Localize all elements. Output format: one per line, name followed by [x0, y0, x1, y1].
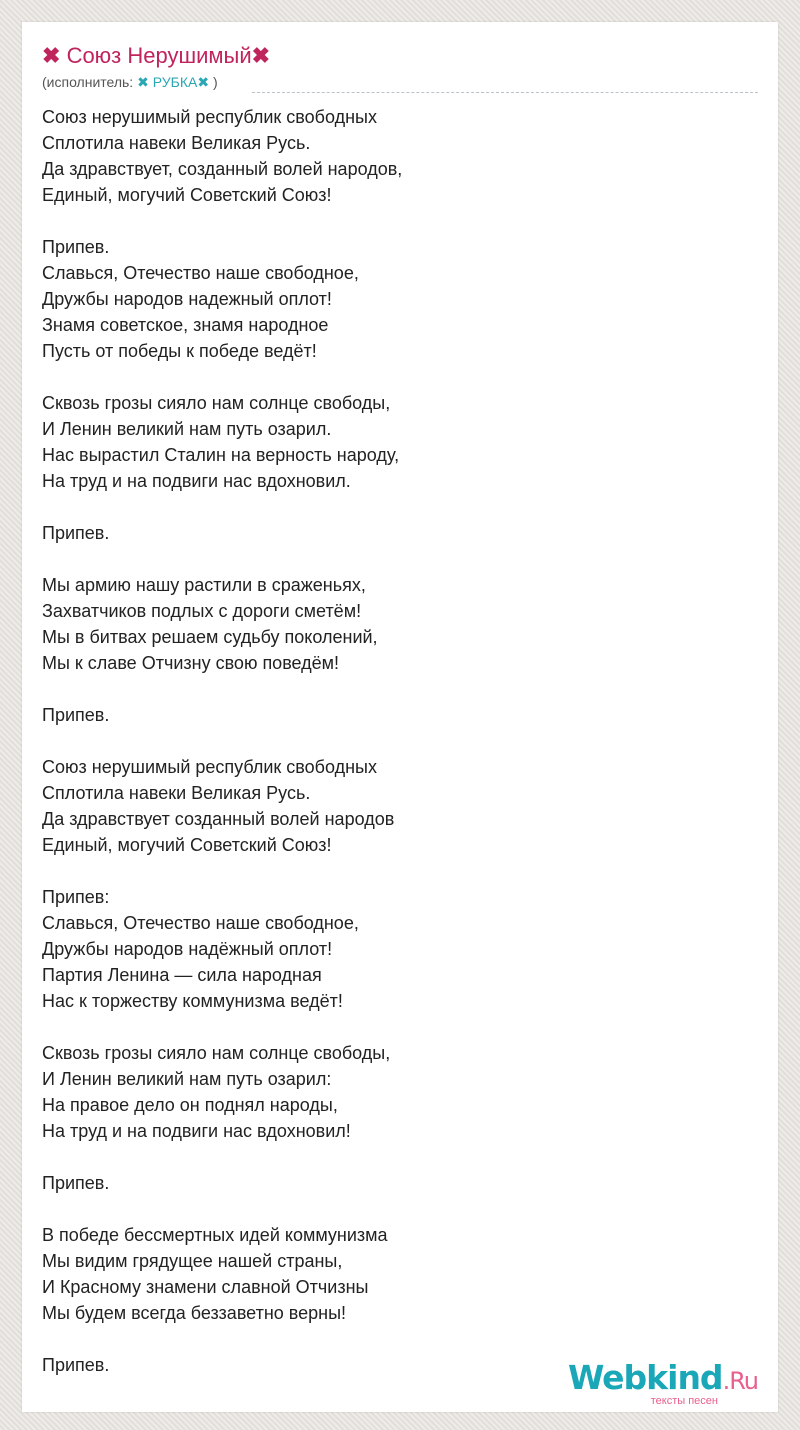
- lyric-line: Дружбы народов надежный оплот!: [42, 289, 332, 309]
- lyric-line: Сплотила навеки Великая Русь.: [42, 133, 311, 153]
- lyric-line: Захватчиков подлых с дороги сметём!: [42, 601, 362, 621]
- lyric-line: Сплотила навеки Великая Русь.: [42, 783, 311, 803]
- lyric-line: Мы к славе Отчизну свою поведём!: [42, 653, 340, 673]
- lyric-line: Нас вырастил Сталин на верность народу,: [42, 445, 400, 465]
- lyric-line: [42, 208, 402, 234]
- lyric-line: Припев.: [42, 705, 110, 725]
- site-logo[interactable]: [566, 1358, 766, 1407]
- lyric-line: [42, 1196, 402, 1222]
- lyric-line: Мы в битвах решаем судьбу поколений,: [42, 627, 378, 647]
- lyric-line: Припев.: [42, 523, 110, 543]
- lyric-line: Единый, могучий Советский Союз!: [42, 185, 332, 205]
- lyric-line: В победе бессмертных идей коммунизма: [42, 1225, 388, 1245]
- logo-tagline: тексты песен: [650, 1395, 718, 1407]
- lyric-line: Дружбы народов надёжный оплот!: [42, 939, 333, 959]
- lyric-line: Припев.: [42, 237, 110, 257]
- lyric-line: Да здравствует, созданный волей народов,: [42, 159, 403, 179]
- lyric-line: И Ленин великий нам путь озарил.: [42, 419, 332, 439]
- lyric-line: [42, 364, 402, 390]
- lyric-line: [42, 1144, 402, 1170]
- lyric-line: [42, 1326, 402, 1352]
- artist-link[interactable]: РУБКА: [152, 74, 198, 90]
- lyric-line: Партия Ленина — сила народная: [42, 965, 322, 985]
- artist-suffix: ): [212, 74, 218, 90]
- title-cross-icon-right: ✖: [251, 43, 271, 68]
- lyric-line: Союз нерушимый республик свободных: [42, 757, 377, 777]
- artist-prefix: (исполнитель:: [42, 74, 134, 90]
- lyric-line: Славься, Отечество наше свободное,: [42, 263, 359, 283]
- logo-main-text: Webkind: [567, 1358, 723, 1397]
- lyric-line: И Ленин великий нам путь озарил:: [42, 1069, 332, 1089]
- lyric-line: Пусть от победы к победе ведёт!: [42, 341, 317, 361]
- title-cross-icon-left: ✖: [42, 43, 61, 68]
- logo-wordmark: [568, 1358, 758, 1397]
- lyric-line: Славься, Отечество наше свободное,: [42, 913, 359, 933]
- lyric-line: [42, 494, 402, 520]
- lyric-line: На труд и на подвиги нас вдохновил!: [42, 1121, 351, 1141]
- lyric-line: Сквозь грозы сияло нам солнце свободы,: [42, 1043, 391, 1063]
- artist-cross-icon: ✖: [137, 74, 149, 90]
- lyric-line: И Красному знамени славной Отчизны: [42, 1277, 369, 1297]
- lyric-line: [42, 858, 402, 884]
- lyric-line: Мы видим грядущее нашей страны,: [42, 1251, 343, 1271]
- song-title: [42, 42, 270, 70]
- lyric-line: Припев:: [42, 887, 110, 907]
- logo-suffix-text: .Ru: [722, 1367, 758, 1395]
- song-title-text: Союз Нерушимый: [66, 43, 252, 68]
- lyric-line: [42, 1014, 402, 1040]
- header-divider: [252, 92, 758, 93]
- lyric-line: [42, 676, 402, 702]
- artist-cross-icon-right: ✖: [197, 74, 210, 90]
- artist-line: [42, 73, 218, 91]
- lyric-line: На правое дело он поднял народы,: [42, 1095, 338, 1115]
- lyric-line: Мы будем всегда беззаветно верны!: [42, 1303, 347, 1323]
- lyric-line: Сквозь грозы сияло нам солнце свободы,: [42, 393, 391, 413]
- lyric-line: Мы армию нашу растили в сраженьях,: [42, 575, 366, 595]
- lyric-line: Да здравствует созданный волей народов: [42, 809, 395, 829]
- lyric-line: [42, 728, 402, 754]
- lyric-line: [42, 546, 402, 572]
- lyrics-text: [42, 104, 402, 1378]
- lyric-line: Припев.: [42, 1355, 110, 1375]
- lyric-line: Знамя советское, знамя народное: [42, 315, 329, 335]
- lyric-line: Нас к торжеству коммунизма ведёт!: [42, 991, 343, 1011]
- lyric-line: Припев.: [42, 1173, 110, 1193]
- lyric-line: Единый, могучий Советский Союз!: [42, 835, 332, 855]
- lyric-line: На труд и на подвиги нас вдохновил.: [42, 471, 351, 491]
- lyrics-card: [22, 22, 778, 1412]
- lyric-line: Союз нерушимый республик свободных: [42, 107, 377, 127]
